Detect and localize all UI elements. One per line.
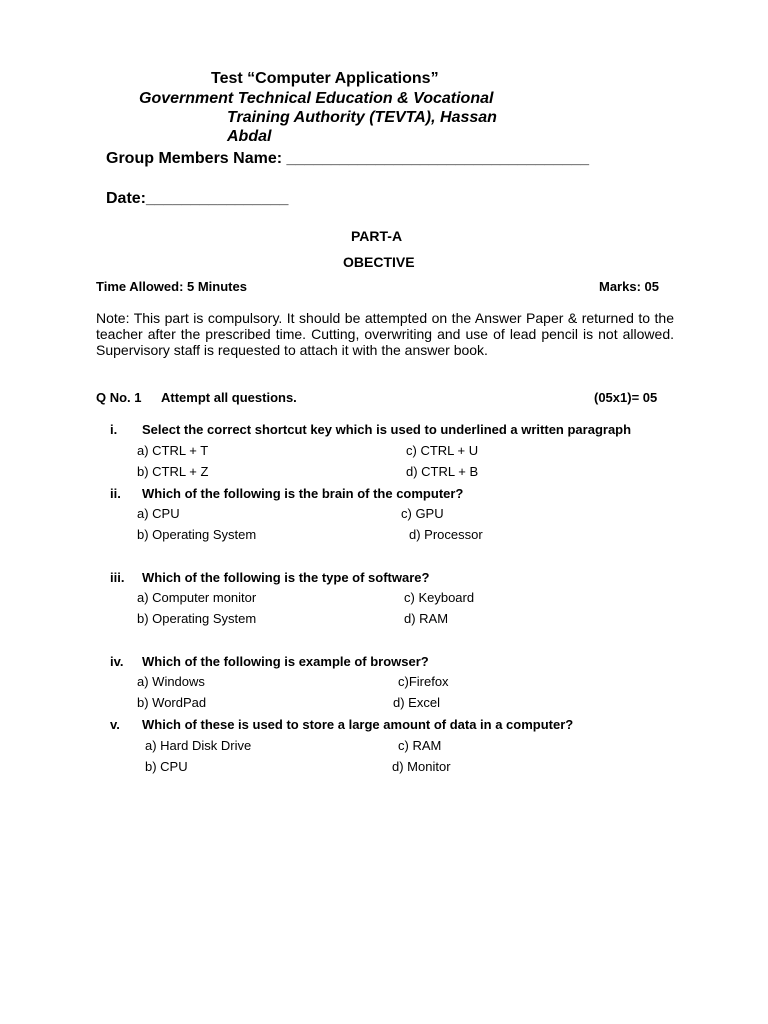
- group-members-field: Group Members Name: __________________________________: [106, 150, 590, 167]
- option-b: b) Operating System: [137, 611, 257, 626]
- option-c: c) RAM: [398, 738, 442, 753]
- option-d: d) Excel: [393, 695, 440, 710]
- question-text: Which of the following is the brain of the computer?: [142, 486, 464, 501]
- question-number: iii.: [110, 570, 125, 585]
- question-number: iv.: [110, 654, 124, 669]
- institution-line-1: Government Technical Education & Vocational: [139, 90, 494, 107]
- part-heading: PART-A: [351, 228, 403, 244]
- option-d: d) CTRL + B: [406, 464, 479, 479]
- question-number: ii.: [110, 486, 121, 501]
- option-a: a) CTRL + T: [137, 443, 209, 458]
- option-c: c)Firefox: [398, 674, 449, 689]
- question-block-instruction: Attempt all questions.: [161, 390, 297, 405]
- objective-heading: OBECTIVE: [343, 254, 415, 270]
- question-number: i.: [110, 422, 118, 437]
- question-number: v.: [110, 717, 120, 732]
- question-text: Which of the following is example of browser?: [142, 654, 429, 669]
- instructions-note: Note: This part is compulsory. It should be attempted on the Answer Paper & returned to the teacher after the prescribed time. Cutting, overwriting and use of lead pencil is not allowed. Supervisory staff is requested to attach it with the answer book.: [96, 310, 674, 358]
- option-b: b) Operating System: [137, 527, 257, 542]
- institution-line-3: Abdal: [227, 128, 272, 145]
- option-b: b) CPU: [145, 759, 188, 774]
- option-c: c) GPU: [401, 506, 444, 521]
- question-text: Which of these is used to store a large amount of data in a computer?: [142, 717, 574, 732]
- option-d: d) Monitor: [392, 759, 451, 774]
- question-text: Select the correct shortcut key which is used to underlined a written paragraph: [142, 422, 632, 437]
- option-b: b) WordPad: [137, 695, 207, 710]
- question-text: Which of the following is the type of software?: [142, 570, 430, 585]
- option-a: a) CPU: [137, 506, 180, 521]
- institution-line-2: Training Authority (TEVTA), Hassan: [227, 109, 497, 126]
- option-d: d) Processor: [409, 527, 483, 542]
- marks-total: Marks: 05: [599, 279, 659, 294]
- option-b: b) CTRL + Z: [137, 464, 209, 479]
- test-title: Test “Computer Applications”: [211, 70, 439, 87]
- time-allowed: Time Allowed: 5 Minutes: [96, 279, 247, 294]
- option-a: a) Windows: [137, 674, 205, 689]
- question-block-label: Q No. 1: [96, 390, 142, 405]
- question-block-marks: (05x1)= 05: [594, 390, 658, 405]
- date-field: Date:________________: [106, 190, 289, 207]
- option-c: c) Keyboard: [404, 590, 475, 605]
- option-a: a) Computer monitor: [137, 590, 257, 605]
- option-a: a) Hard Disk Drive: [145, 738, 252, 753]
- option-c: c) CTRL + U: [406, 443, 479, 458]
- option-d: d) RAM: [404, 611, 449, 626]
